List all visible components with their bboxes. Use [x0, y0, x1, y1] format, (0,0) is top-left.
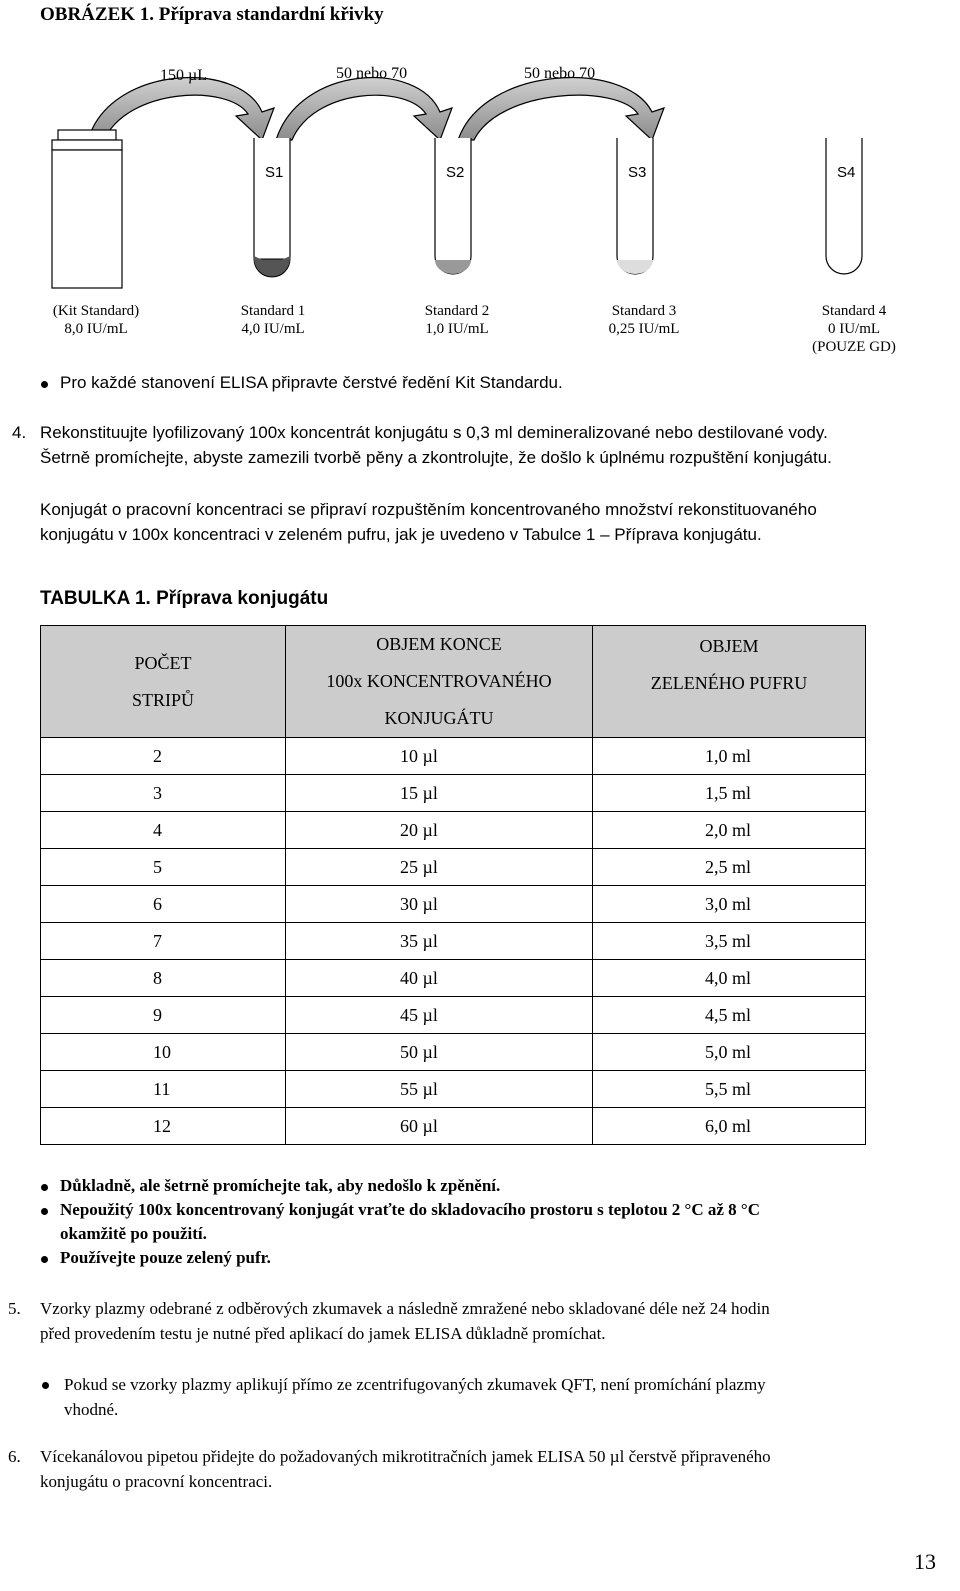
cell-strips: 3	[41, 775, 286, 812]
cell-buffer: 4,0 ml	[593, 960, 866, 997]
cell-strips: 2	[41, 738, 286, 775]
cell-strips: 5	[41, 849, 286, 886]
standard-label-kit	[40, 302, 152, 338]
bullet-dot	[41, 1256, 48, 1263]
transfer-label-3: 50 nebo 70	[524, 65, 596, 82]
standard-label-3	[592, 302, 696, 338]
note-line: Používejte pouze zelený pufr.	[60, 1248, 271, 1267]
step-number: 6.	[8, 1447, 21, 1466]
cell-conjugate: 40 µl	[286, 960, 593, 997]
standard-name: Standard 4	[821, 303, 887, 319]
cell-buffer: 3,0 ml	[593, 886, 866, 923]
table-row	[41, 886, 866, 923]
cell-strips: 12	[41, 1108, 286, 1145]
step-text-line: před provedením testu je nutné před aplikací do jamek ELISA důkladně promíchat.	[40, 1324, 606, 1343]
cell-strips: 6	[41, 886, 286, 923]
tube-s3	[617, 138, 653, 274]
table-row	[41, 849, 866, 886]
step-4	[0, 420, 960, 470]
paragraph-line: konjugátu v 100x koncentraci v zeleném pufru, jak je uvedeno v Tabulce 1 – Příprava konjugátu.	[40, 525, 762, 544]
cell-strips: 9	[41, 997, 286, 1034]
standard-value: 1,0 IU/mL	[425, 321, 489, 337]
standard-label-2	[410, 302, 504, 338]
cell-buffer: 1,0 ml	[593, 738, 866, 775]
bullet-dot	[41, 1184, 48, 1191]
standard-value: 0 IU/mL	[827, 321, 881, 337]
cell-conjugate: 55 µl	[286, 1071, 593, 1108]
cell-conjugate: 20 µl	[286, 812, 593, 849]
paragraph-line: Konjugát o pracovní koncentraci se připraví rozpuštěním koncentrovaného množství rekonstituovaného	[40, 500, 817, 519]
header-line: OBJEM KONCE	[376, 634, 502, 654]
tube-label-s2: S2	[446, 164, 465, 181]
header-line: OBJEM	[699, 636, 759, 656]
header-strip-count	[41, 626, 286, 738]
cell-buffer: 5,5 ml	[593, 1071, 866, 1108]
table-row	[41, 960, 866, 997]
table-row	[41, 923, 866, 960]
header-buffer-volume	[593, 626, 866, 738]
cell-strips: 10	[41, 1034, 286, 1071]
header-conjugate-volume	[286, 626, 593, 738]
table-header-row	[41, 626, 866, 738]
cell-strips: 4	[41, 812, 286, 849]
transfer-arrow-3	[458, 78, 664, 140]
conjugate-table	[40, 625, 866, 1145]
tube-s1	[254, 138, 290, 277]
cell-conjugate: 25 µl	[286, 849, 593, 886]
table-row	[41, 997, 866, 1034]
kit-standard-vial	[52, 130, 122, 288]
note-line: Nepoužitý 100x koncentrovaný konjugát vraťte do skladovacího prostoru s teplotou 2 °C až 8 °C	[60, 1200, 760, 1219]
cell-buffer: 1,5 ml	[593, 775, 866, 812]
cell-buffer: 2,0 ml	[593, 812, 866, 849]
standard-name: Standard 1	[240, 303, 306, 319]
table-row	[41, 1034, 866, 1071]
step-text-line: Vícekanálovou pipetou přidejte do požadovaných mikrotitračních jamek ELISA 50 µl čerstvě připraveného	[40, 1447, 771, 1466]
standard-label-1	[226, 302, 320, 338]
header-line: POČET	[134, 652, 192, 673]
tube-label-s3: S3	[628, 164, 647, 181]
transfer-arrow-2	[276, 78, 452, 140]
standard-value: 4,0 IU/mL	[241, 321, 305, 337]
bullet-dot	[41, 1208, 48, 1215]
table-row	[41, 775, 866, 812]
step-text-line: Šetrně promíchejte, abyste zamezili tvorbě pěny a zkontrolujte, že došlo k úplnému rozpuštění konjugátu.	[40, 448, 832, 467]
figure-title: OBRÁZEK 1. Příprava standardní křivky	[40, 4, 384, 25]
step-5	[0, 1296, 960, 1426]
standard-value: 0,25 IU/mL	[608, 321, 680, 337]
cell-strips: 7	[41, 923, 286, 960]
step-text-line: konjugátu o pracovní koncentraci.	[40, 1472, 273, 1491]
bullet-text-line: Pokud se vzorky plazmy aplikují přímo ze zcentrifugovaných zkumavek QFT, není promíchání plazmy	[64, 1375, 766, 1394]
bullet-dot	[42, 1382, 49, 1389]
step-4-paragraph	[0, 497, 960, 547]
bullet-dot	[41, 381, 48, 388]
step-number: 5.	[8, 1299, 21, 1318]
cell-conjugate: 50 µl	[286, 1034, 593, 1071]
cell-conjugate: 30 µl	[286, 886, 593, 923]
page-number: 13	[914, 1549, 936, 1574]
cell-buffer: 5,0 ml	[593, 1034, 866, 1071]
tube-label-s4: S4	[837, 164, 856, 181]
cell-strips: 8	[41, 960, 286, 997]
standard-curve-diagram	[0, 50, 960, 290]
table-title: TABULKA 1. Příprava konjugátu	[40, 588, 329, 609]
standard-value: 8,0 IU/mL	[64, 321, 128, 337]
standard-name: Standard 2	[424, 303, 490, 319]
table-row	[41, 738, 866, 775]
cell-conjugate: 35 µl	[286, 923, 593, 960]
tube-s4	[826, 138, 862, 274]
cell-buffer: 2,5 ml	[593, 849, 866, 886]
header-line: 100x KONCENTROVANÉHO	[326, 671, 552, 691]
table-row	[41, 1071, 866, 1108]
cell-conjugate: 15 µl	[286, 775, 593, 812]
step-text-line: Vzorky plazmy odebrané z odběrových zkumavek a následně zmražené nebo skladované déle než 24 hodin	[40, 1299, 770, 1318]
note-line: Důkladně, ale šetrně promíchejte tak, aby nedošlo k zpěnění.	[60, 1176, 501, 1195]
cell-conjugate: 45 µl	[286, 997, 593, 1034]
cell-buffer: 3,5 ml	[593, 923, 866, 960]
standard-name: Standard 3	[611, 303, 677, 319]
cell-conjugate: 10 µl	[286, 738, 593, 775]
step-6	[0, 1444, 960, 1494]
cell-buffer: 6,0 ml	[593, 1108, 866, 1145]
cell-buffer: 4,5 ml	[593, 997, 866, 1034]
standard-name: (Kit Standard)	[52, 303, 140, 319]
step-number: 4.	[12, 423, 27, 442]
standard-note: (POUZE GD)	[812, 339, 896, 355]
tube-s2	[435, 138, 471, 274]
cell-conjugate: 60 µl	[286, 1108, 593, 1145]
table-row	[41, 812, 866, 849]
step-text-line: Rekonstituujte lyofilizovaný 100x koncentrát konjugátu s 0,3 ml demineralizované nebo destilované vody.	[40, 423, 828, 442]
figure-bullet-text: Pro každé stanovení ELISA připravte čerstvé ředění Kit Standardu.	[60, 373, 563, 392]
tube-label-s1: S1	[265, 164, 284, 181]
transfer-label-1: 150 µL	[160, 67, 207, 84]
bullet-text-line: vhodné.	[64, 1400, 119, 1419]
header-line: ZELENÉHO PUFRU	[650, 673, 808, 693]
standard-label-4	[800, 302, 908, 356]
cell-strips: 11	[41, 1071, 286, 1108]
header-line: KONJUGÁTU	[384, 708, 494, 728]
table-row	[41, 1108, 866, 1145]
transfer-label-2: 50 nebo 70	[336, 65, 408, 82]
note-line: okamžitě po použití.	[60, 1224, 207, 1243]
header-line: STRIPŮ	[131, 689, 194, 710]
